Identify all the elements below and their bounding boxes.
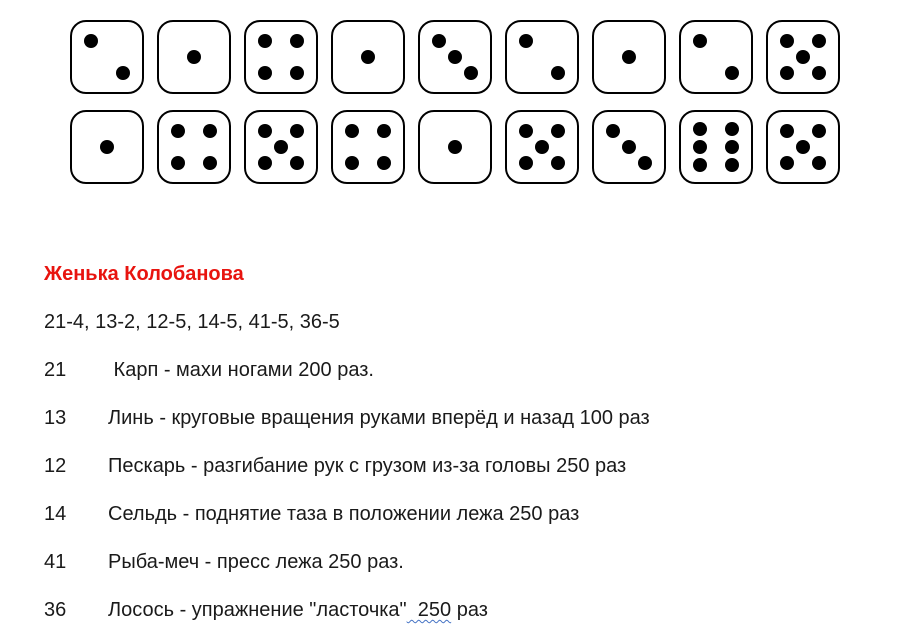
exercise-line [44, 546, 884, 578]
die-pip [432, 34, 446, 48]
die-pip [812, 66, 826, 80]
die-pip [448, 140, 462, 154]
exercise-number: 12 [44, 455, 67, 477]
die-pip [606, 124, 620, 138]
die [418, 110, 492, 184]
die [70, 110, 144, 184]
die-pip [290, 156, 304, 170]
die-pip [725, 140, 739, 154]
die-pip [551, 66, 565, 80]
die-pip [725, 122, 739, 136]
exercise-number: 14 [44, 503, 67, 525]
die-pip [535, 140, 549, 154]
die-pip [171, 124, 185, 138]
exercise-text-main: Лосось - упражнение "ласточка" [108, 599, 407, 621]
die-pip [725, 66, 739, 80]
die-pip [519, 156, 533, 170]
die-pip [812, 124, 826, 138]
die-pip [290, 34, 304, 48]
die [157, 20, 231, 94]
die-pip [519, 34, 533, 48]
die-pip [377, 156, 391, 170]
die [418, 20, 492, 94]
die-pip [551, 124, 565, 138]
die [331, 20, 405, 94]
die-pip [622, 140, 636, 154]
die-pip [693, 140, 707, 154]
die-pip [258, 66, 272, 80]
die-pip [780, 124, 794, 138]
die [592, 20, 666, 94]
die-pip [258, 156, 272, 170]
die-pip [812, 34, 826, 48]
die-pip [796, 50, 810, 64]
die-pip [116, 66, 130, 80]
die-pip [693, 34, 707, 48]
exercise-text-tail: раз [451, 599, 488, 621]
die-pip [171, 156, 185, 170]
die-pip [203, 124, 217, 138]
die [679, 110, 753, 184]
die-pip [187, 50, 201, 64]
die-pip [290, 124, 304, 138]
die [592, 110, 666, 184]
die-pip [780, 34, 794, 48]
die-pip [622, 50, 636, 64]
die-pip [100, 140, 114, 154]
die [505, 110, 579, 184]
exercise-text: Рыба-меч - пресс лежа 250 раз. [108, 551, 404, 573]
die [244, 20, 318, 94]
exercise-line [44, 402, 884, 434]
results-summary: 21-4, 13-2, 12-5, 14-5, 41-5, 36-5 [44, 311, 340, 333]
document-body [44, 258, 884, 642]
die-pip [361, 50, 375, 64]
die-pip [780, 66, 794, 80]
exercise-line [44, 498, 884, 530]
exercise-line [44, 450, 884, 482]
exercise-line [44, 594, 884, 626]
exercise-text [108, 594, 488, 626]
exercise-line [44, 354, 884, 386]
die-pip [519, 124, 533, 138]
die [70, 20, 144, 94]
exercise-text: Сельдь - поднятие таза в положении лежа 250 раз [108, 503, 580, 525]
die-pip [258, 34, 272, 48]
dice-row-1 [70, 20, 840, 94]
die-pip [464, 66, 478, 80]
die-pip [780, 156, 794, 170]
exercise-text: Карп - махи ногами 200 раз. [108, 359, 374, 381]
die [766, 20, 840, 94]
document-title: Женька Колобанова [44, 263, 244, 285]
die [331, 110, 405, 184]
exercise-number: 21 [44, 359, 67, 381]
die-pip [345, 124, 359, 138]
die-pip [693, 122, 707, 136]
dice-row-2 [70, 110, 840, 184]
die [766, 110, 840, 184]
die-pip [812, 156, 826, 170]
die-pip [693, 158, 707, 172]
die [505, 20, 579, 94]
exercise-number: 41 [44, 551, 67, 573]
die [244, 110, 318, 184]
die-pip [84, 34, 98, 48]
die-pip [448, 50, 462, 64]
exercise-text: Линь - круговые вращения руками вперёд и назад 100 раз [108, 407, 650, 429]
exercise-number: 13 [44, 407, 67, 429]
die [679, 20, 753, 94]
die-pip [290, 66, 304, 80]
dice-area [0, 0, 903, 200]
die [157, 110, 231, 184]
die-pip [796, 140, 810, 154]
spellcheck-underlined-text: 250 [406, 599, 452, 621]
exercise-text: Пескарь - разгибание рук с грузом из-за головы 250 раз [108, 455, 627, 477]
die-pip [258, 124, 272, 138]
die-pip [345, 156, 359, 170]
die-pip [638, 156, 652, 170]
die-pip [203, 156, 217, 170]
die-pip [551, 156, 565, 170]
die-pip [377, 124, 391, 138]
die-pip [274, 140, 288, 154]
die-pip [725, 158, 739, 172]
exercise-number: 36 [44, 599, 67, 621]
